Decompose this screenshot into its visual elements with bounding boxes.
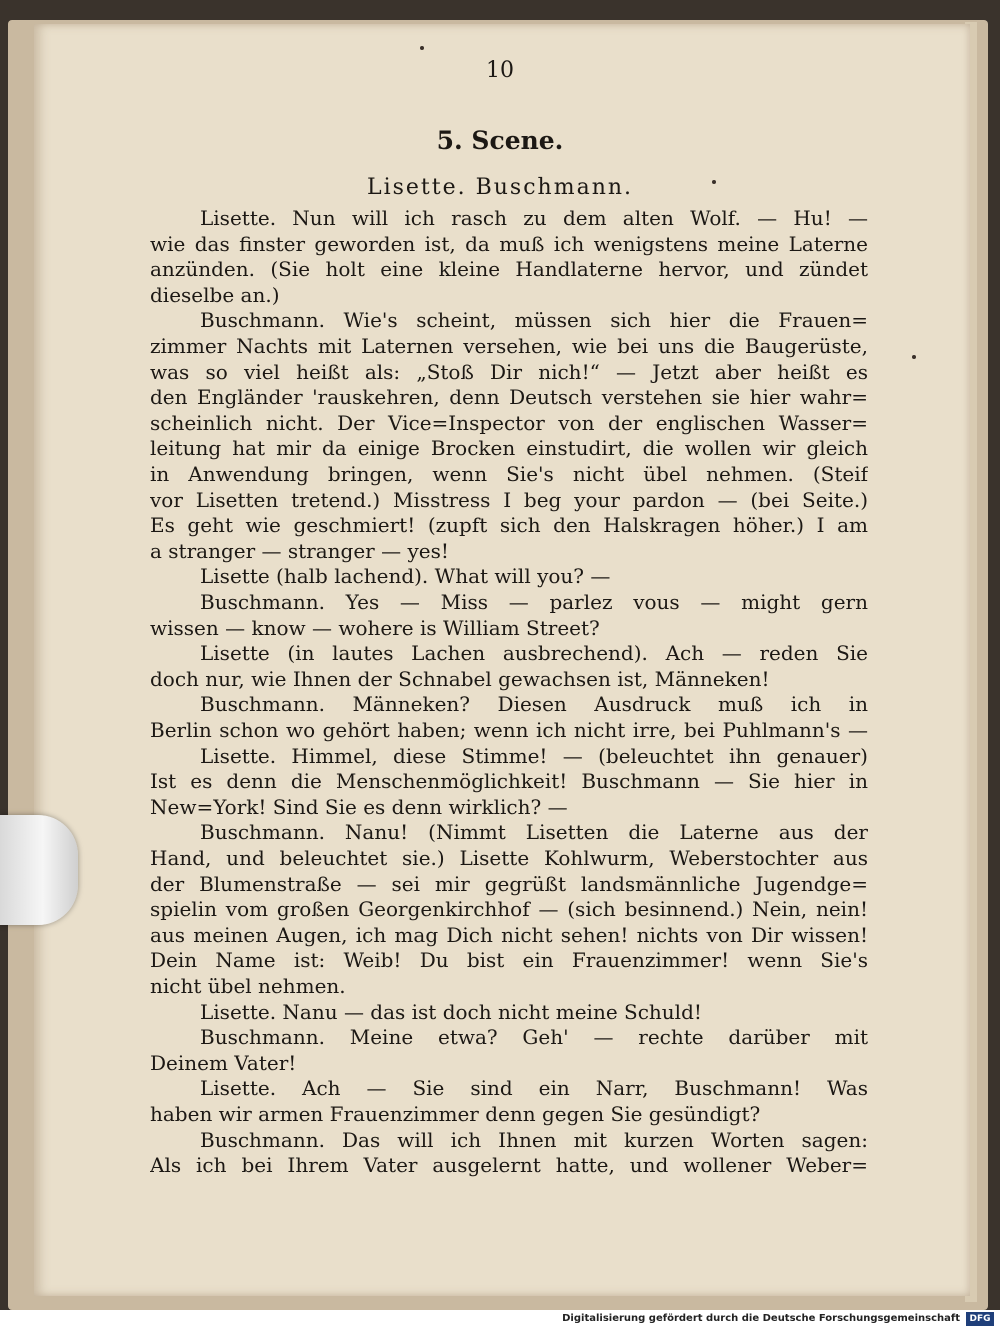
text-line: Deinem Vater!: [150, 1050, 297, 1075]
text-line: Dein Name ist: Weib! Du bist ein Frauenzimmer! wenn Sie's: [150, 948, 868, 973]
text-line: Buschmann. Wie's scheint, müssen sich hier die Frauen=: [200, 308, 868, 333]
page-number: 10: [486, 58, 514, 83]
text-line: Lisette. Nanu — das ist doch nicht meine Schuld!: [200, 999, 702, 1024]
text-line: Lisette (halb lachend). What will you? —: [200, 564, 611, 589]
text-line: was so viel heißt als: „Stoß Dir nich!“ — Jetzt aber heißt es: [150, 359, 868, 384]
text-line: anzünden. (Sie holt eine kleine Handlaterne hervor, und zündet: [150, 257, 868, 282]
speck: [420, 46, 424, 50]
text-line: Lisette. Nun will ich rasch zu dem alten Wolf. — Hu! —: [200, 206, 868, 230]
text-line: spielin vom großen Georgenkirchhof — (sich besinnend.) Nein, nein!: [150, 897, 868, 922]
text-line: dieselbe an.): [150, 282, 280, 307]
text-line: leitung hat mir da einige Brocken einstudirt, die wollen wir gleich: [150, 436, 868, 461]
text-line: der Blumenstraße — sei mir gegrüßt landsmännliche Jugendge=: [150, 871, 868, 896]
dfg-logo: DFG: [966, 1312, 994, 1326]
text-line: Buschmann. Nanu! (Nimmt Lisetten die Laterne aus der: [200, 820, 868, 845]
text-line: a stranger — stranger — yes!: [150, 538, 449, 563]
text-line: zimmer Nachts mit Laternen versehen, wie bei uns die Baugerüste,: [150, 334, 868, 358]
text-line: Buschmann. Männeken? Diesen Ausdruck muß ich in: [200, 692, 868, 717]
text-line: wissen — know — wohere is William Street?: [150, 615, 600, 640]
funding-notice: Digitalisierung gefördert durch die Deutsche Forschungsgemeinschaft: [562, 1313, 960, 1324]
text-line: Berlin schon wo gehört haben; wenn ich nicht irre, bei Puhlmann's —: [150, 718, 868, 742]
text-line: Ist es denn die Menschenmöglichkeit! Buschmann — Sie hier in: [150, 769, 868, 794]
text-line: Lisette. Ach — Sie sind ein Narr, Buschmann! Was: [200, 1076, 868, 1101]
cast-line: Lisette. Buschmann.: [366, 175, 634, 200]
text-line: Buschmann. Yes — Miss — parlez vous — might gern: [200, 590, 868, 614]
text-line: wie das finster geworden ist, da muß ich wenigstens meine Laterne: [150, 231, 868, 256]
text-line: aus meinen Augen, ich mag Dich nicht sehen! nichts von Dir wissen!: [150, 922, 868, 947]
text-line: nicht übel nehmen.: [150, 974, 346, 998]
text-line: Buschmann. Meine etwa? Geh' — rechte darüber mit: [200, 1025, 868, 1050]
text-line: Lisette. Himmel, diese Stimme! — (beleuchtet ihn genauer): [200, 743, 868, 768]
speck: [912, 355, 916, 359]
text-line: den Engländer 'rauskehren, denn Deutsch verstehen sie hier wahr=: [150, 385, 868, 410]
text-line: Lisette (in lautes Lachen ausbrechend). Ach — reden Sie: [200, 641, 868, 666]
text-line: Als ich bei Ihrem Vater ausgelernt hatte, und wollener Weber=: [150, 1153, 868, 1178]
text-line: scheinlich nicht. Der Vice=Inspector von der englischen Wasser=: [150, 410, 868, 435]
scene-heading: 5. Scene.: [436, 126, 564, 155]
speck: [712, 180, 716, 184]
text-line: New=York! Sind Sie es denn wirklich? —: [150, 794, 568, 819]
text-line: Buschmann. Das will ich Ihnen mit kurzen Worten sagen:: [200, 1127, 868, 1152]
text-line: Es geht wie geschmiert! (zupft sich den Halskragen höher.) I am: [150, 513, 868, 538]
scanner-clip: [0, 815, 78, 925]
text-line: in Anwendung bringen, wenn Sie's nicht übel nehmen. (Steif: [150, 462, 868, 486]
text-line: doch nur, wie Ihnen der Schnabel gewachsen ist, Männeken!: [150, 666, 770, 691]
text-line: vor Lisetten tretend.) Misstress I beg your pardon — (bei Seite.): [150, 487, 868, 512]
text-line: Hand, und beleuchtet sie.) Lisette Kohlwurm, Weberstochter aus: [150, 846, 868, 870]
text-line: haben wir armen Frauenzimmer denn gegen Sie gesündigt?: [150, 1102, 761, 1126]
